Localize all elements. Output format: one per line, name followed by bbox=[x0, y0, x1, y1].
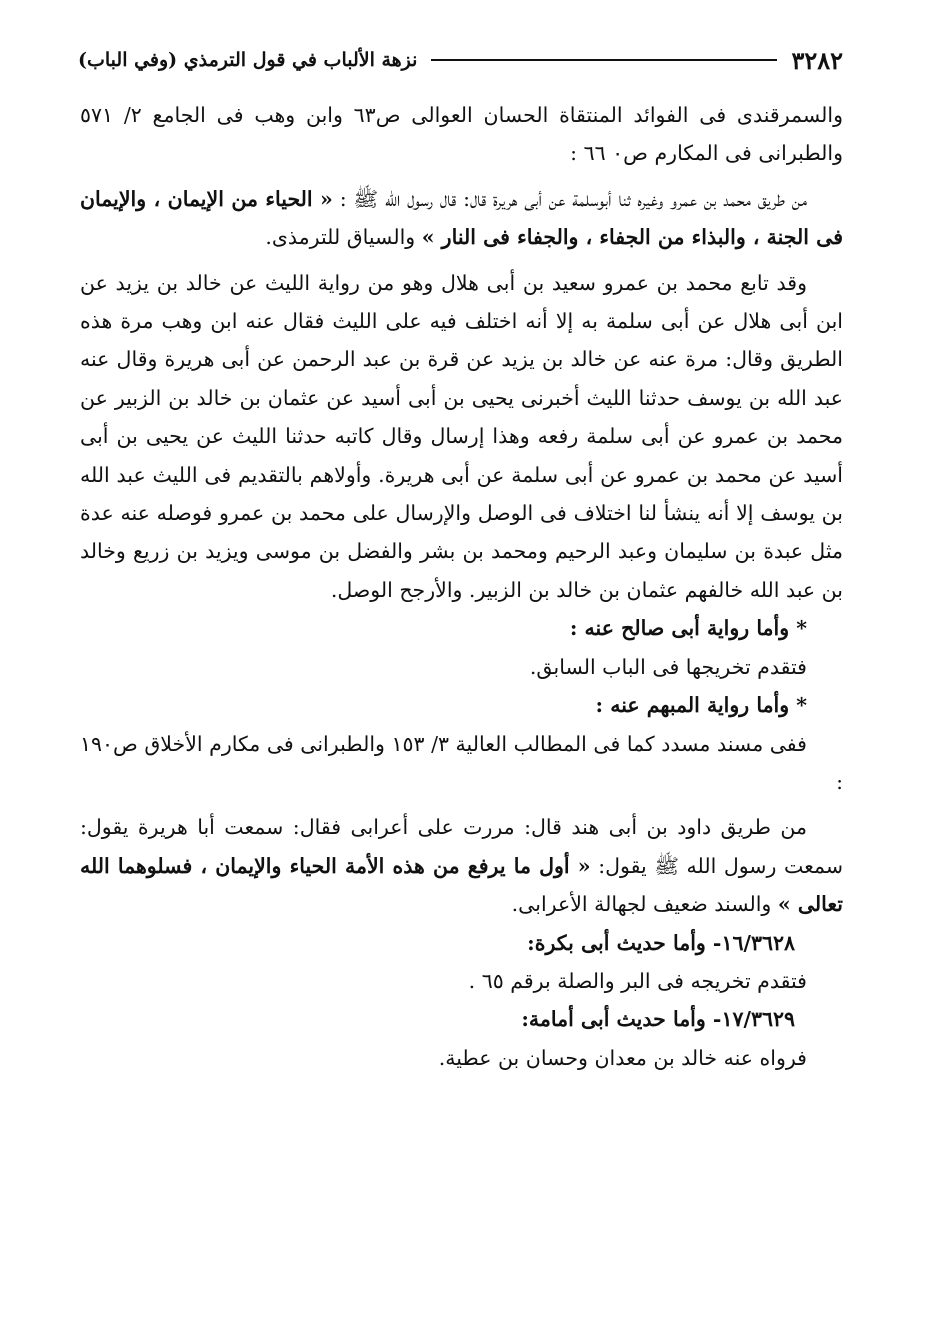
page-header bbox=[78, 40, 843, 80]
paragraph-2-tail: والسياق للترمذى. bbox=[265, 225, 416, 250]
page-body bbox=[80, 96, 843, 1077]
hadith-text-1: « الحياء من الإيمان ، والإيمان فى الجنة ، والبذاء من الجفاء ، والجفاء فى النار » bbox=[80, 186, 843, 250]
section-heading-1: * وأما رواية أبى صالح عنه : bbox=[569, 616, 807, 641]
paragraph-2 bbox=[80, 180, 843, 257]
paragraph-1: والسمرقندى فى الفوائد المنتقاة الحسان العوالى ص٦٣ وابن وهب فى الجامع ٢/ ٥٧١ والطبرانى فى المكارم ص٠ ٦٦ : bbox=[80, 103, 843, 166]
paragraph-6-intro: من طريق داود بن أبى هند قال: مررت على أعرابى فقال: سمعت أبا هريرة يقول: سمعت رسول الله ﷺ يقول: bbox=[80, 815, 843, 878]
paragraph-2-intro: من طريق محمد بن عمرو وغيره ثنا أبوسلمة عن أبى هريرة قال: قال رسول الله ﷺ : bbox=[339, 186, 807, 211]
running-title: نزهة الألباب في قول الترمذي (وفي الباب) bbox=[78, 49, 418, 71]
section-heading-4: ١٧/٣٦٢٩- وأما حديث أبى أمامة: bbox=[521, 1007, 795, 1032]
paragraph-6 bbox=[80, 808, 843, 923]
hadith-text-2: « أول ما يرفع من هذه الأمة الحياء والإيمان ، فسلوهما الله تعالى » bbox=[80, 853, 843, 917]
paragraph-6-tail: والسند ضعيف لجهالة الأعرابى. bbox=[511, 892, 772, 917]
section-heading-3: ١٦/٣٦٢٨- وأما حديث أبى بكرة: bbox=[527, 930, 795, 955]
header-rule bbox=[431, 59, 777, 61]
paragraph-5: ففى مسند مسدد كما فى المطالب العالية ٣/ ١٥٣ والطبرانى فى مكارم الأخلاق ص١٩٠ : bbox=[80, 731, 843, 794]
paragraph-8: فرواه عنه خالد بن معدان وحسان بن عطية. bbox=[438, 1045, 807, 1070]
paragraph-7: فتقدم تخريجه فى البر والصلة برقم ٦٥ . bbox=[468, 968, 807, 993]
paragraph-4: فتقدم تخريجها فى الباب السابق. bbox=[529, 654, 807, 679]
paragraph-3: وقد تابع محمد بن عمرو سعيد بن أبى هلال وهو من رواية الليث عن خالد بن يزيد عن ابن أبى هلال عن أبى سلمة به إلا أنه اختلف فيه على الليث فقال عنه ابن وهب مرة هذه الطريق وقال: مرة عنه عن خالد بن يزيد عن قرة بن عبد الرحمن عن أبى هريرة وقال عنه عبد الله بن يوسف حدثنا الليث أخبرنى يحيى بن أبى أسيد عن عثمان بن خالد بن الزبير عن محمد بن عمرو عن أبى سلمة رفعه وهذا إرسال وقال كاتبه حدثنا الليث عن يحيى بن أبى أسيد عن محمد بن عمرو عن أبى سلمة عن أبى هريرة. وأولاهم بالتقديم فى الليث عبد الله بن يوسف إلا أنه ينشأ لنا اختلاف فى الوصل والإرسال على محمد بن عمرو فوصله عنه عدة مثل عبدة بن سليمان وعبد الرحيم ومحمد بن بشر والفضل بن موسى ويزيد بن زريع وخالد بن عبد الله خالفهم عثمان بن خالد بن الزبير. والأرجح الوصل. bbox=[80, 270, 844, 602]
page-number: ٣٢٨٢ bbox=[791, 45, 843, 75]
section-heading-2: * وأما رواية المبهم عنه : bbox=[595, 693, 807, 718]
